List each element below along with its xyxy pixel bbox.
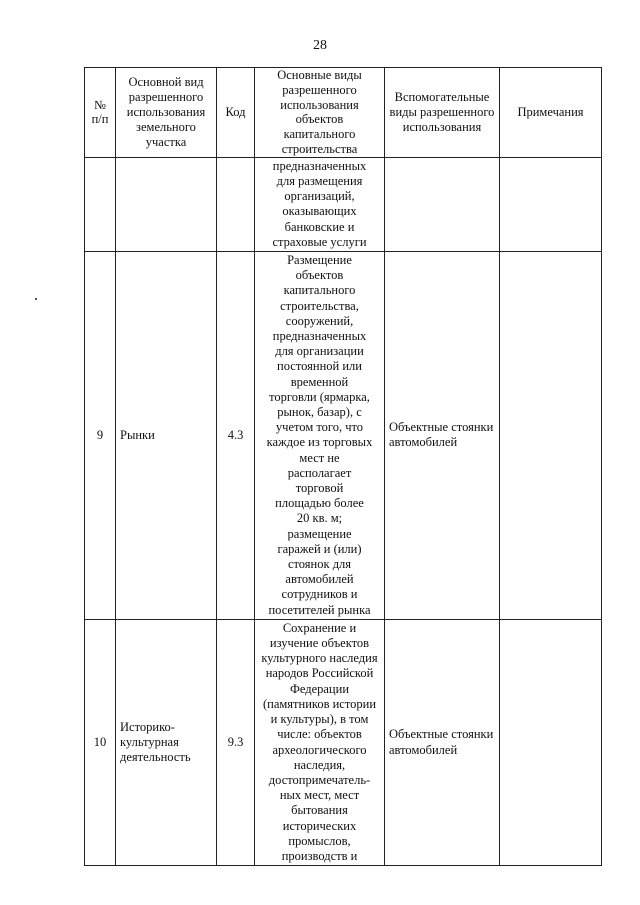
objects-text-line: археологического (272, 742, 367, 757)
table-row (85, 252, 602, 620)
row-num: 9 (85, 252, 116, 620)
row-aux: Объектные стоянки автомобилей (385, 252, 500, 620)
row-main-use (116, 157, 217, 251)
header-num: № п/п (85, 68, 116, 158)
objects-text-line: Сохранение и (282, 620, 357, 635)
objects-text-line: посетителей рынка (268, 602, 371, 617)
objects-text-line: наследия, (293, 757, 346, 772)
objects-text-line: гаражей и (или) (277, 541, 362, 556)
objects-text-line: учетом того, что (275, 420, 364, 435)
objects-text-line: автомобилей (285, 572, 354, 587)
header-aux: Вспомогательные виды разрешенного использования (385, 68, 500, 158)
objects-text-line: числе: объектов (277, 727, 362, 742)
objects-text-line: постоянной или (277, 359, 362, 374)
objects-text-line: торговой (295, 481, 344, 496)
objects-text-line: капитального (283, 283, 356, 298)
objects-text-line: каждое из торговых (266, 435, 373, 450)
objects-text-line: для организации (275, 344, 364, 359)
page-number: 28 (313, 38, 327, 53)
objects-text-line: Федерации (289, 681, 350, 696)
objects-text-line: исторических (282, 818, 357, 833)
objects-text-line: сотрудников и (281, 587, 358, 602)
row-objects (255, 252, 385, 620)
objects-text-line: размещение (287, 526, 352, 541)
row-aux (385, 157, 500, 251)
objects-text-line: предназначенных (272, 329, 367, 344)
table-row (85, 619, 602, 865)
row-notes (500, 157, 602, 251)
table-header-row (85, 68, 602, 158)
header-code: Код (217, 68, 255, 158)
row-code (217, 157, 255, 251)
table-row (85, 157, 602, 251)
objects-text-line: достопримечатель- (268, 772, 371, 787)
objects-text-line: торговли (ярмарка, (269, 389, 370, 404)
objects-text-line: страховые услуги (272, 234, 367, 249)
objects-text-line: производств и (281, 848, 358, 863)
objects-text-line: культурного наследия (261, 651, 378, 666)
objects-text-line: для размещения (276, 173, 363, 188)
objects-text-line: организаций, (284, 189, 355, 204)
objects-text-line: площадью более (275, 496, 364, 511)
objects-text-line: Размещение (287, 253, 352, 267)
objects-text-line: 20 кв. м; (296, 511, 343, 526)
objects-text-line: сооружений, (285, 313, 354, 328)
objects-text-line: оказывающих (282, 204, 357, 219)
header-objects: Основные виды разрешенного использования объектов капитального строительства (255, 68, 385, 158)
row-main-use: Рынки (116, 252, 217, 620)
objects-text-line: народов Российской (265, 666, 374, 681)
row-num (85, 157, 116, 251)
row-code: 4.3 (217, 252, 255, 620)
objects-text-line: временной (290, 374, 349, 389)
header-main-use: Основной вид разрешенного использования земельного участка (116, 68, 217, 158)
objects-text-line: изучение объектов (269, 636, 370, 651)
row-code: 9.3 (217, 619, 255, 865)
objects-text-line: ных мест, мест (279, 788, 360, 803)
row-notes (500, 619, 602, 865)
row-objects (255, 619, 385, 865)
row-objects (255, 157, 385, 251)
objects-text-line: располагает (287, 465, 352, 480)
objects-text-line: строительства, (280, 298, 359, 313)
scan-dot (35, 298, 37, 300)
objects-text-line: (памятников истории (262, 696, 377, 711)
objects-text-line: рынок, базар), с (277, 405, 362, 420)
objects-text-line: промыслов, (288, 833, 351, 848)
objects-text-line: бытования (291, 803, 348, 818)
objects-text-line: мест не (299, 450, 340, 465)
objects-text-line: предназначенных (272, 158, 367, 173)
land-use-table (84, 67, 602, 866)
row-num: 10 (85, 619, 116, 865)
header-notes: Примечания (500, 68, 602, 158)
objects-text-line: и культуры), в том (270, 712, 369, 727)
row-main-use: Историко-культурная деятельность (116, 619, 217, 865)
row-notes (500, 252, 602, 620)
objects-text-line: банковские и (284, 219, 355, 234)
objects-text-line: стоянок для (287, 557, 352, 572)
row-aux: Объектные стоянки автомобилей (385, 619, 500, 865)
objects-text-line: объектов (295, 268, 344, 283)
